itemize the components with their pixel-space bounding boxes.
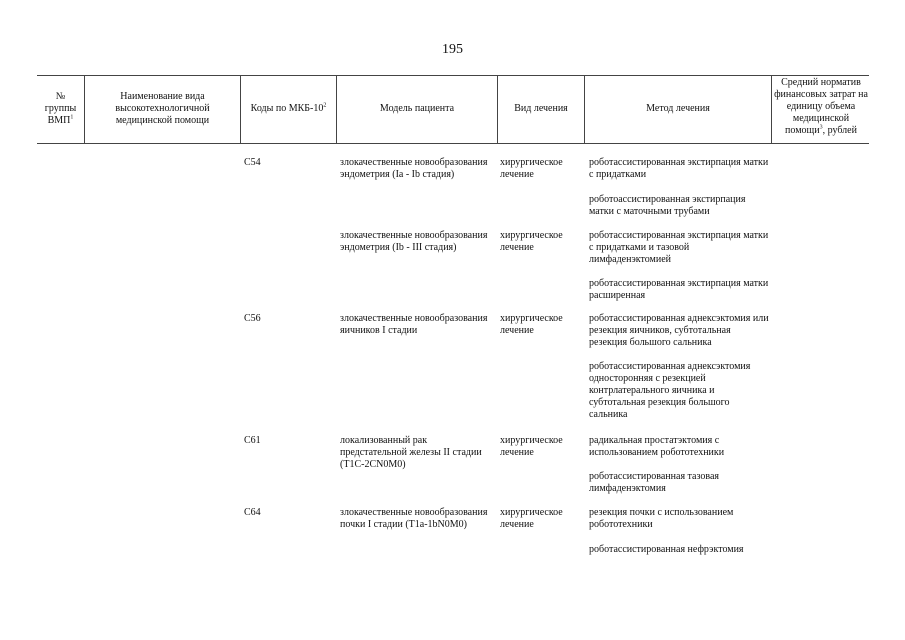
cell-treatment-type: хирургическое лечение xyxy=(500,313,563,336)
cell-method: роботассистированная экстирпация матки с придатками xyxy=(589,157,769,180)
cell-method: роботассистированная тазовая лимфаденэктомия xyxy=(589,471,719,494)
header-cost: Средний норматив финансовых затрат на единицу объема медицинской помощи$^3$, рублей xyxy=(774,77,868,136)
cell-code: C64 xyxy=(244,507,261,518)
cell-model: злокачественные новообразования эндометрия (Ia - Ib стадия) xyxy=(340,157,488,180)
cell-treatment-type: хирургическое лечение xyxy=(500,157,563,180)
header-codes: Коды по МКБ-$10^2$ xyxy=(250,102,327,114)
cell-model: злокачественные новообразования почки I стадии (T1a-1bN0M0) xyxy=(340,507,488,530)
cell-code: C56 xyxy=(244,313,261,324)
header-bottom-border xyxy=(37,143,869,144)
header-method: Метод лечения xyxy=(646,103,710,114)
header-group: № группы ВМП$^1$ xyxy=(44,91,77,126)
cell-method: роботоассистированная экстирпация матки с маточными трубами xyxy=(589,194,746,217)
cell-model: злокачественные новообразования эндометрия (Ib - III стадия) xyxy=(340,230,488,253)
header-treatment-type: Вид лечения xyxy=(514,103,568,114)
cell-method: радикальная простатэктомия с использованием робототехники xyxy=(589,435,725,458)
cell-method: роботассистированная нефрэктомия xyxy=(589,544,744,555)
cell-method: роботассистированная аднексэктомия односторонняя с резекцией контрлатерального яичника и субтотальная резекция большого сальника xyxy=(589,361,751,420)
cell-code: C61 xyxy=(244,435,261,446)
header-model: Модель пациента xyxy=(379,103,455,114)
cell-method: роботассистированная экстирпация матки расширенная xyxy=(589,278,769,301)
cell-treatment-type: хирургическое лечение xyxy=(500,230,563,253)
cell-method: роботассистированная экстирпация матки с придатками и тазовой лимфаденэктомией xyxy=(589,230,769,265)
cell-model: локализованный рак предстательной железы II стадии (T1C-2CN0M0) xyxy=(340,435,482,470)
cell-code: C54 xyxy=(244,157,261,168)
cell-model: злокачественные новообразования яичников I стадии xyxy=(340,313,488,336)
cell-method: резекция почки с использованием робототехники xyxy=(589,507,734,530)
page-number: 195 xyxy=(442,42,463,57)
cell-treatment-type: хирургическое лечение xyxy=(500,435,563,458)
header-name: Наименование вида высокотехнологичной медицинской помощи xyxy=(115,91,210,126)
cell-method: роботассистированная аднексэктомия или резекция яичников, субтотальная резекция большого сальника xyxy=(589,313,769,348)
cell-treatment-type: хирургическое лечение xyxy=(500,507,563,530)
